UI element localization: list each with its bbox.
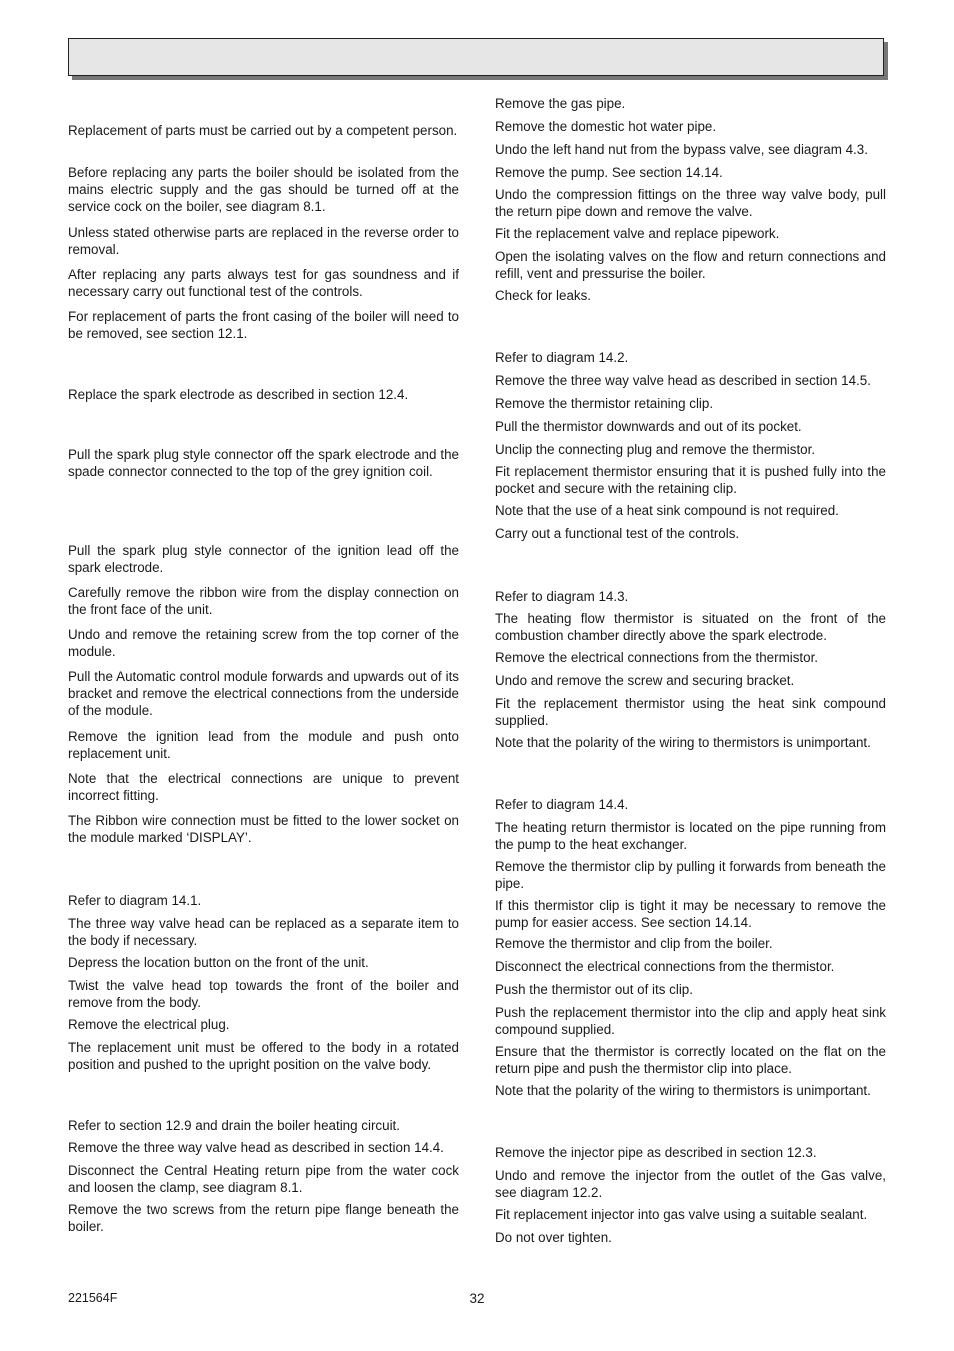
paragraph: Push the replacement thermistor into the clip and apply heat sink compound supplied. xyxy=(495,1005,886,1037)
paragraph: Remove the three way valve head as described in section 14.5. xyxy=(495,373,871,388)
paragraph: Remove the three way valve head as described in section 14.4. xyxy=(68,1140,444,1155)
paragraph: Refer to diagram 14.1. xyxy=(68,893,202,908)
paragraph: Note that the electrical connections are unique to prevent incorrect fitting. xyxy=(68,771,459,803)
paragraph: Remove the electrical connections from the thermistor. xyxy=(495,650,819,665)
paragraph: Refer to diagram 14.3. xyxy=(495,589,629,604)
paragraph: Push the thermistor out of its clip. xyxy=(495,982,693,997)
paragraph: Refer to diagram 14.4. xyxy=(495,797,629,812)
paragraph: Disconnect the Central Heating return pipe from the water cock and loosen the clamp, see diagram 8.1. xyxy=(68,1163,459,1195)
section-header-bar xyxy=(68,38,884,76)
paragraph: Ensure that the thermistor is correctly located on the flat on the return pipe and push the thermistor clip into place. xyxy=(495,1044,886,1076)
paragraph: Fit replacement injector into gas valve using a suitable sealant. xyxy=(495,1207,868,1222)
paragraph: Remove the thermistor retaining clip. xyxy=(495,396,714,411)
paragraph: Carefully remove the ribbon wire from the display connection on the front face of the unit. xyxy=(68,585,459,617)
paragraph: Undo the compression fittings on the three way valve body, pull the return pipe down and remove the valve. xyxy=(495,187,886,219)
paragraph: Remove the electrical plug. xyxy=(68,1017,230,1032)
paragraph: Pull the spark plug style connector off the spark electrode and the spade connector connected to the top of the grey ignition coil. xyxy=(68,447,459,479)
paragraph: Replace the spark electrode as described in section 12.4. xyxy=(68,387,409,402)
paragraph: The replacement unit must be offered to the body in a rotated position and pushed to the upright position on the valve body. xyxy=(68,1040,459,1072)
document-code: 221564F xyxy=(68,1291,118,1305)
paragraph: Remove the thermistor and clip from the boiler. xyxy=(495,936,773,951)
paragraph: Disconnect the electrical connections from the thermistor. xyxy=(495,959,835,974)
paragraph: If this thermistor clip is tight it may be necessary to remove the pump for easier access. See section 14.14. xyxy=(495,898,886,930)
paragraph: Carry out a functional test of the controls. xyxy=(495,526,740,541)
paragraph: Unless stated otherwise parts are replaced in the reverse order to removal. xyxy=(68,225,459,257)
paragraph: Check for leaks. xyxy=(495,288,592,303)
paragraph: Remove the injector pipe as described in section 12.3. xyxy=(495,1145,817,1160)
paragraph: Twist the valve head top towards the front of the boiler and remove from the body. xyxy=(68,978,459,1010)
paragraph: Remove the ignition lead from the module and push onto replacement unit. xyxy=(68,729,459,761)
paragraph: Remove the two screws from the return pipe flange beneath the boiler. xyxy=(68,1202,459,1234)
paragraph: After replacing any parts always test for gas soundness and if necessary carry out functional test of the controls. xyxy=(68,267,459,299)
paragraph: Undo and remove the screw and securing bracket. xyxy=(495,673,795,688)
paragraph: The Ribbon wire connection must be fitted to the lower socket on the module marked ‘DISPLAY’. xyxy=(68,813,459,845)
paragraph: The heating flow thermistor is situated on the front of the combustion chamber directly above the spark electrode. xyxy=(495,611,886,643)
paragraph: Remove the pump. See section 14.14. xyxy=(495,165,723,180)
paragraph: Undo and remove the retaining screw from the top corner of the module. xyxy=(68,627,459,659)
paragraph: Fit the replacement thermistor using the heat sink compound supplied. xyxy=(495,696,886,728)
paragraph: Refer to diagram 14.2. xyxy=(495,350,629,365)
paragraph: Remove the domestic hot water pipe. xyxy=(495,119,717,134)
paragraph: Unclip the connecting plug and remove the thermistor. xyxy=(495,442,816,457)
paragraph: Open the isolating valves on the flow and return connections and refill, vent and pressurise the boiler. xyxy=(495,249,886,281)
paragraph: Pull the spark plug style connector of the ignition lead off the spark electrode. xyxy=(68,543,459,575)
paragraph: Before replacing any parts the boiler should be isolated from the mains electric supply and the gas should be turned off at the service cock on the boiler, see diagram 8.1. xyxy=(68,165,459,214)
paragraph: Do not over tighten. xyxy=(495,1230,612,1245)
paragraph: Remove the thermistor clip by pulling it forwards from beneath the pipe. xyxy=(495,859,886,891)
paragraph: Depress the location button on the front of the unit. xyxy=(68,955,369,970)
paragraph: Fit replacement thermistor ensuring that it is pushed fully into the pocket and secure with the retaining clip. xyxy=(495,464,886,496)
paragraph: Note that the polarity of the wiring to thermistors is unimportant. xyxy=(495,1083,871,1098)
paragraph: Refer to section 12.9 and drain the boiler heating circuit. xyxy=(68,1118,400,1133)
page-number: 32 xyxy=(469,1291,485,1306)
paragraph: Pull the Automatic control module forwards and upwards out of its bracket and remove the electrical connections from the underside of the module. xyxy=(68,669,459,718)
paragraph: The three way valve head can be replaced as a separate item to the body if necessary. xyxy=(68,916,459,948)
paragraph: Note that the polarity of the wiring to thermistors is unimportant. xyxy=(495,735,871,750)
paragraph: Undo the left hand nut from the bypass valve, see diagram 4.3. xyxy=(495,142,868,157)
paragraph: The heating return thermistor is located on the pipe running from the pump to the heat exchanger. xyxy=(495,820,886,852)
paragraph: Remove the gas pipe. xyxy=(495,96,626,111)
paragraph: For replacement of parts the front casing of the boiler will need to be removed, see section 12.1. xyxy=(68,309,459,341)
paragraph: Note that the use of a heat sink compound is not required. xyxy=(495,503,839,518)
paragraph: Fit the replacement valve and replace pipework. xyxy=(495,226,780,241)
paragraph: Pull the thermistor downwards and out of its pocket. xyxy=(495,419,802,434)
paragraph: Replacement of parts must be carried out by a competent person. xyxy=(68,123,458,138)
paragraph: Undo and remove the injector from the outlet of the Gas valve, see diagram 12.2. xyxy=(495,1168,886,1200)
